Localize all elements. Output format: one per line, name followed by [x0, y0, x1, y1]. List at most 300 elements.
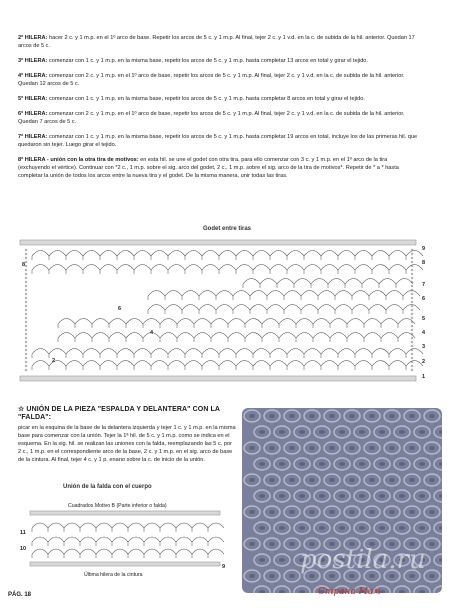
chain-arch — [75, 333, 92, 339]
crochet-hole — [409, 478, 415, 482]
instruction-row — [18, 57, 418, 65]
row-number-left: 8 — [22, 262, 26, 268]
chain-arch — [338, 251, 355, 257]
godet-chart-svg — [18, 226, 438, 396]
chain-arch — [168, 265, 185, 271]
chain-arch — [219, 265, 236, 271]
edge-chain — [25, 297, 27, 299]
edge-chain — [411, 301, 413, 303]
crochet-hole — [399, 526, 405, 530]
edge-chain — [25, 321, 27, 323]
union-arch — [112, 537, 128, 542]
chain-arch — [66, 349, 83, 355]
crochet-hole — [389, 478, 395, 482]
row-label: 3ª HILERA: — [18, 58, 48, 64]
chain-arch — [165, 305, 182, 311]
chain-arch — [177, 333, 194, 339]
edge-chain — [25, 317, 27, 319]
chain-arch — [117, 349, 134, 355]
crochet-hole — [319, 494, 325, 498]
chain-arch — [219, 361, 236, 367]
chain-arch — [369, 291, 386, 297]
chain-arch — [151, 265, 168, 271]
edge-chain — [411, 261, 413, 263]
chain-arch — [168, 361, 185, 367]
chain-arch — [369, 305, 386, 311]
edge-chain — [411, 309, 413, 311]
chain-arch — [270, 349, 287, 355]
chain-arch — [301, 305, 318, 311]
crochet-hole — [289, 446, 295, 450]
chain-arch — [151, 251, 168, 257]
chain-arch — [335, 291, 352, 297]
crochet-hole — [419, 462, 425, 466]
chain-arch — [100, 265, 117, 271]
crochet-hole — [389, 414, 395, 418]
chain-arch — [352, 291, 369, 297]
chain-arch — [267, 291, 284, 297]
chain-arch — [134, 265, 151, 271]
edge-chain — [411, 293, 413, 295]
union-top-bar — [30, 511, 220, 515]
chain-arch — [168, 349, 185, 355]
crochet-hole — [379, 462, 385, 466]
union-arch — [32, 537, 48, 542]
union-arch — [192, 537, 208, 542]
chain-arch — [202, 251, 219, 257]
chain-arch — [228, 333, 245, 339]
union-row-number: 10 — [20, 546, 27, 552]
chain-arch — [386, 305, 403, 311]
chain-arch — [277, 279, 294, 285]
edge-chain — [25, 361, 27, 363]
watermark-brand: Страна Мам — [318, 587, 381, 597]
watermark-text: postila.ru — [300, 545, 426, 575]
crochet-hole — [279, 494, 285, 498]
crochet-hole — [339, 430, 345, 434]
edge-chain — [25, 293, 27, 295]
chain-arch — [236, 265, 253, 271]
crochet-hole — [349, 446, 355, 450]
row-text: comenzar con 2 c. y 1 m.p. en el 1º arco de base, repetir los arcos de 5 c. y 1 m.p. Al final, tejer 2 c. y 1 v.d. en la c. de subida de la hil. anterior. Quedan 7 arcos de 5 c. — [18, 111, 405, 125]
edge-chain — [25, 261, 27, 263]
union-arch — [48, 549, 64, 554]
chain-arch — [270, 361, 287, 367]
edge-chain — [411, 285, 413, 287]
chain-arch — [372, 265, 389, 271]
edge-chain — [411, 317, 413, 319]
union-diagram — [18, 484, 228, 584]
chain-arch — [355, 265, 372, 271]
chain-arch — [194, 319, 211, 325]
row-number-right: 5 — [422, 316, 426, 322]
union-arch — [64, 549, 80, 554]
chain-arch — [379, 279, 396, 285]
edge-chain — [25, 301, 27, 303]
crochet-hole — [249, 446, 255, 450]
crochet-hole — [349, 510, 355, 514]
chain-arch — [49, 251, 66, 257]
crochet-hole — [439, 526, 442, 530]
union-arch — [160, 537, 176, 542]
chain-arch — [117, 265, 134, 271]
chain-arch — [386, 291, 403, 297]
crochet-hole — [329, 510, 335, 514]
chain-arch — [182, 291, 199, 297]
edge-chain — [25, 249, 27, 251]
union-diagram-title: Unión de la falda con el cuerpo — [63, 484, 152, 490]
chain-arch — [117, 361, 134, 367]
chain-arch — [75, 319, 92, 325]
union-arch — [96, 537, 112, 542]
edge-chain — [411, 277, 413, 279]
chain-arch — [381, 319, 398, 325]
edge-chain — [25, 265, 27, 267]
crochet-hole — [409, 510, 415, 514]
chain-arch — [406, 359, 426, 367]
crochet-hole — [359, 526, 365, 530]
chain-arch — [389, 265, 406, 271]
chain-arch — [126, 333, 143, 339]
edge-chain — [411, 325, 413, 327]
chain-arch — [236, 361, 253, 367]
crochet-hole — [359, 430, 365, 434]
chain-arch — [236, 251, 253, 257]
row-label: 5ª HILERA: — [18, 96, 48, 102]
chain-arch — [294, 279, 311, 285]
edge-chain — [25, 253, 27, 255]
crochet-hole — [309, 414, 315, 418]
crochet-hole — [249, 574, 255, 578]
edge-chain — [25, 357, 27, 359]
crochet-hole — [439, 558, 442, 562]
edge-chain — [411, 273, 413, 275]
edge-chain — [25, 313, 27, 315]
union-arch — [64, 537, 80, 542]
chain-arch — [262, 333, 279, 339]
chain-arch — [219, 251, 236, 257]
chain-arch — [83, 265, 100, 271]
instruction-rows — [18, 34, 418, 187]
chain-arch — [321, 361, 338, 367]
crochet-hole — [319, 430, 325, 434]
chain-arch — [202, 349, 219, 355]
crochet-hole — [409, 446, 415, 450]
chain-arch — [143, 319, 160, 325]
union-chart-svg — [18, 484, 228, 584]
chain-arch — [270, 251, 287, 257]
union-arch — [160, 549, 176, 554]
chain-arch — [32, 361, 49, 367]
chain-arch — [233, 305, 250, 311]
chain-arch — [185, 349, 202, 355]
chain-arch — [194, 333, 211, 339]
crochet-hole — [289, 478, 295, 482]
row-number-right: 7 — [422, 282, 426, 288]
chain-arch — [364, 319, 381, 325]
chain-arch — [406, 251, 423, 257]
crochet-hole — [399, 590, 405, 593]
union-arch — [144, 523, 160, 528]
chain-arch — [364, 333, 381, 339]
chain-arch — [372, 361, 389, 367]
chain-arch — [126, 319, 143, 325]
chain-arch — [228, 319, 245, 325]
chain-arch — [134, 361, 151, 367]
crochet-hole — [389, 510, 395, 514]
row-number-right: 1 — [422, 374, 426, 380]
chain-arch — [253, 265, 270, 271]
union-arch — [128, 537, 144, 542]
union-arch — [80, 537, 96, 542]
chain-arch — [66, 361, 83, 367]
union-arch — [80, 549, 96, 554]
instruction-row — [18, 34, 418, 50]
edge-chain — [411, 265, 413, 267]
crochet-hole — [349, 478, 355, 482]
crochet-hole — [289, 542, 295, 546]
chain-arch — [134, 349, 151, 355]
chain-arch — [253, 349, 270, 355]
edge-chain — [411, 321, 413, 323]
chain-arch — [321, 265, 338, 271]
crochet-hole — [379, 430, 385, 434]
edge-chain — [25, 281, 27, 283]
chain-arch — [304, 251, 321, 257]
row-label: 2ª HILERA: — [18, 35, 48, 41]
union-bottom-bar — [30, 562, 220, 566]
crochet-hole — [309, 446, 315, 450]
row-number-right: 8 — [422, 260, 426, 266]
chain-arch — [328, 279, 345, 285]
crochet-hole — [439, 462, 442, 466]
chain-arch — [389, 349, 406, 355]
crochet-hole — [429, 414, 435, 418]
crochet-hole — [269, 414, 275, 418]
edge-chain — [411, 345, 413, 347]
chain-arch — [301, 291, 318, 297]
crochet-hole — [399, 494, 405, 498]
union-arch — [208, 537, 224, 542]
edge-chain — [25, 305, 27, 307]
chain-arch — [347, 333, 364, 339]
chain-arch — [352, 305, 369, 311]
crochet-hole — [259, 526, 265, 530]
edge-chain — [25, 257, 27, 259]
crochet-hole — [289, 510, 295, 514]
chain-arch — [260, 279, 277, 285]
crochet-hole — [369, 414, 375, 418]
row-label: 7ª HILERA: — [18, 134, 48, 140]
chain-arch — [151, 361, 168, 367]
chain-arch — [287, 349, 304, 355]
chain-arch — [32, 251, 49, 257]
chain-arch — [100, 361, 117, 367]
union-arch — [48, 537, 64, 542]
chain-arch — [219, 349, 236, 355]
edge-chain — [411, 297, 413, 299]
page-number: PÁG. 18 — [8, 592, 32, 598]
union-section — [18, 406, 236, 464]
chain-arch — [347, 319, 364, 325]
crochet-hole — [439, 590, 442, 593]
crochet-hole — [419, 494, 425, 498]
union-arch — [176, 523, 192, 528]
crochet-hole — [439, 430, 442, 434]
crochet-hole — [369, 478, 375, 482]
chain-arch — [296, 319, 313, 325]
chain-arch — [318, 291, 335, 297]
row-text: en esta hil. se une el godet con otra tira, para ello comenzar con 3 c. y 1 m.p. en el 1º arco de la tira (exchuyendo el vértice). Continuar con *2 c., 1 m.p. sobre el sig. arco del godet, 2 c., 1 m.p. sobre el sig. arco de la tira de motivos*. Repetir de * a * hasta completar la unión de todos los arcos entre la nueva tira y el godet. De la misma manera, unir todas las tiras. — [18, 157, 399, 179]
chain-arch — [92, 333, 109, 339]
crochet-hole — [399, 462, 405, 466]
chain-arch — [185, 265, 202, 271]
chain-arch — [372, 349, 389, 355]
union-arch — [48, 523, 64, 528]
row-label: 4ª HILERA: — [18, 73, 48, 79]
chain-arch — [253, 251, 270, 257]
crochet-hole — [249, 478, 255, 482]
crochet-hole — [299, 430, 305, 434]
chain-arch — [372, 251, 389, 257]
crochet-hole — [379, 494, 385, 498]
crochet-hole — [329, 446, 335, 450]
crochet-hole — [319, 462, 325, 466]
union-arch — [208, 523, 224, 528]
godet-diagram-title: Godet entre tiras — [203, 226, 252, 232]
chain-arch — [338, 349, 355, 355]
chain-arch — [284, 305, 301, 311]
crochet-hole — [269, 542, 275, 546]
chain-arch — [199, 291, 216, 297]
edge-chain — [25, 369, 27, 371]
chain-arch — [313, 319, 330, 325]
edge-chain — [25, 277, 27, 279]
row-number-left: 4 — [150, 330, 154, 336]
crochet-hole — [379, 526, 385, 530]
union-arch — [208, 549, 224, 554]
chain-arch — [284, 291, 301, 297]
chain-arch — [177, 319, 194, 325]
row-label: 8ª HILERA - unión con la otra tira de motivos: — [18, 157, 139, 163]
chain-arch — [338, 361, 355, 367]
chain-arch — [330, 319, 347, 325]
union-arch — [160, 523, 176, 528]
row-number-right: 2 — [422, 359, 426, 365]
crochet-hole — [339, 462, 345, 466]
chain-arch — [160, 319, 177, 325]
crochet-hole — [429, 446, 435, 450]
chain-arch — [236, 349, 253, 355]
crochet-hole — [299, 526, 305, 530]
crochet-hole — [289, 574, 295, 578]
chain-arch — [49, 349, 66, 355]
crochet-hole — [299, 494, 305, 498]
edge-chain — [25, 273, 27, 275]
edge-chain — [411, 253, 413, 255]
union-arch — [96, 523, 112, 528]
chain-arch — [355, 251, 372, 257]
crochet-hole — [439, 494, 442, 498]
crochet-hole — [399, 430, 405, 434]
union-arch — [32, 523, 48, 528]
chain-arch — [58, 333, 75, 339]
chain-arch — [250, 291, 267, 297]
row-number-right: 4 — [422, 330, 426, 336]
union-arch — [128, 549, 144, 554]
edge-chain — [411, 337, 413, 339]
union-row-number: 9 — [222, 564, 226, 570]
crochet-hole — [349, 414, 355, 418]
chain-arch — [287, 251, 304, 257]
chain-arch — [148, 305, 165, 311]
row-text: comenzar con 1 c. y 1 m.p. en la misma base, repetir los arcos de 5 c. y 1 m.p. hasta completar 19 arcos en total, incluye los de las primeras hil. que quedaron sin tejer. Luego girar el tejido. — [18, 134, 418, 148]
crochet-loop — [434, 586, 442, 593]
chain-arch — [233, 291, 250, 297]
union-arch — [112, 549, 128, 554]
chain-arch — [345, 279, 362, 285]
chain-arch — [335, 305, 352, 311]
chain-arch — [165, 291, 182, 297]
chain-arch — [338, 265, 355, 271]
instruction-row — [18, 110, 418, 126]
chain-arch — [262, 319, 279, 325]
crochet-hole — [319, 526, 325, 530]
edge-chain — [411, 365, 413, 367]
row-text: hacer 2 c. y 1 m.p. en el 1º arco de base. Repetir los arcos de 5 c. y 1 m.p. Al final, tejer 2 c. y 1 v.d. en la c. de subida de la hil. anterior. Quedan 17 arcos de 5 c. — [18, 35, 415, 49]
chain-arch — [304, 349, 321, 355]
chain-arch — [117, 251, 134, 257]
crochet-hole — [429, 478, 435, 482]
edge-chain — [411, 329, 413, 331]
chain-arch — [185, 251, 202, 257]
chain-arch — [92, 319, 109, 325]
chain-arch — [253, 361, 270, 367]
chain-arch — [211, 333, 228, 339]
edge-chain — [25, 333, 27, 335]
chain-arch — [160, 333, 177, 339]
chain-arch — [406, 265, 423, 271]
chain-arch — [216, 305, 233, 311]
row-text: comenzar con 1 c. y 1 m.p. en la misma base, repetir los arcos de 5 c. y 1 m.p. hasta completar 8 arcos en total y girar el tejido. — [47, 96, 365, 102]
union-arch — [176, 549, 192, 554]
chain-arch — [270, 265, 287, 271]
edge-chain — [411, 349, 413, 351]
crochet-hole — [429, 574, 435, 578]
chain-arch — [304, 265, 321, 271]
bottom-bar — [20, 376, 416, 381]
chain-arch — [83, 349, 100, 355]
edge-chain — [25, 341, 27, 343]
crochet-hole — [269, 478, 275, 482]
chain-arch — [32, 349, 49, 355]
chain-arch — [134, 251, 151, 257]
edge-chain — [411, 269, 413, 271]
edge-chain — [25, 345, 27, 347]
union-diagram-subtitle: Cuadrados Motivo B (Parte inferior o falda) — [68, 503, 167, 509]
chain-arch — [100, 251, 117, 257]
crochet-hole — [309, 478, 315, 482]
crochet-hole — [279, 558, 285, 562]
chain-arch — [109, 333, 126, 339]
edge-chain — [411, 305, 413, 307]
chain-arch — [211, 319, 228, 325]
godet-diagram — [18, 226, 438, 396]
edge-chain — [411, 369, 413, 371]
crochet-hole — [419, 590, 425, 593]
row-number-right: 6 — [422, 296, 426, 302]
union-arch — [64, 523, 80, 528]
